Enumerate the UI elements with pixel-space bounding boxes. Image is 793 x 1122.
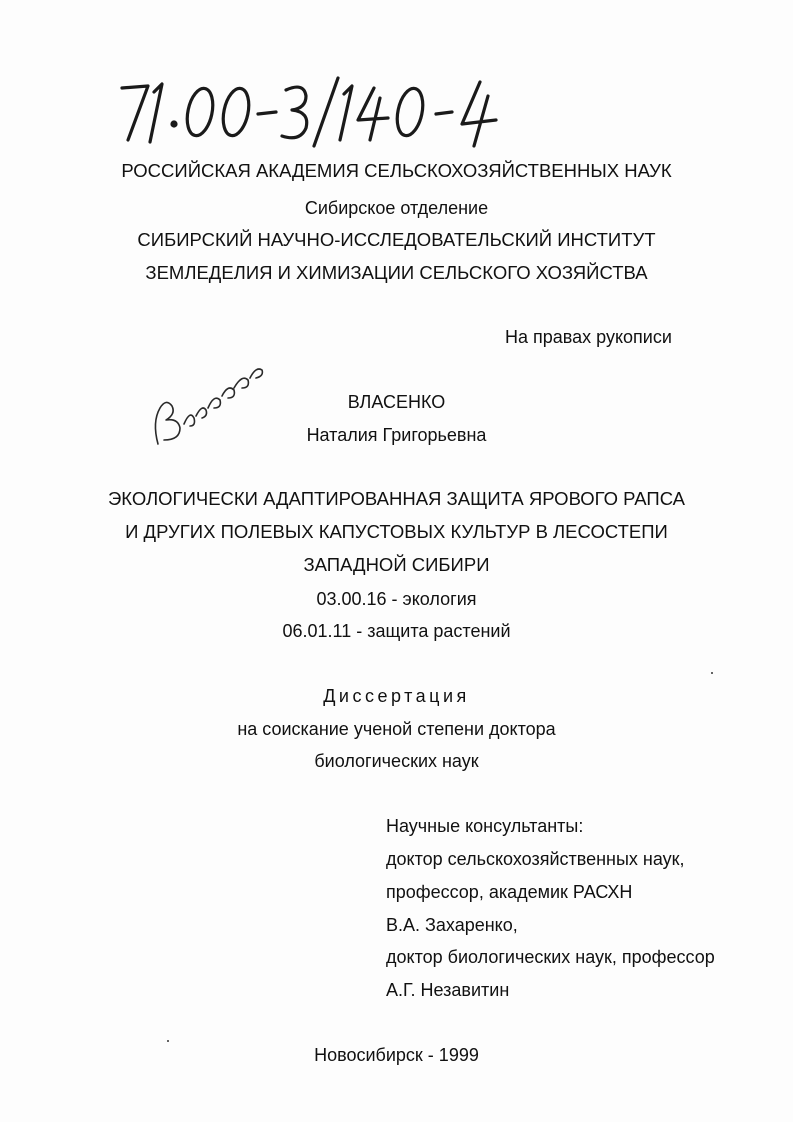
author-surname: ВЛАСЕНКО (347, 392, 446, 412)
place-and-year: Новосибирск - 1999 (314, 1045, 479, 1065)
consultant-line: доктор сельскохозяйственных наук, (386, 849, 685, 869)
dissertation-title-line3: ЗАПАДНОЙ СИБИРИ (303, 554, 490, 575)
manuscript-note: На правах рукописи (505, 327, 672, 347)
dissertation-title-line1: ЭКОЛОГИЧЕСКИ АДАПТИРОВАННАЯ ЗАЩИТА ЯРОВОГО РАПСА (107, 488, 686, 509)
consultant-line: доктор биологических наук, профессор (386, 947, 715, 967)
scan-speck (167, 1040, 169, 1042)
degree-purpose-line2: биологических наук (314, 751, 479, 771)
institute-name-line1: СИБИРСКИЙ НАУЧНО-ИССЛЕДОВАТЕЛЬСКИЙ ИНСТИТУТ (137, 229, 656, 250)
dissertation-title-line2: И ДРУГИХ ПОЛЕВЫХ КАПУСТОВЫХ КУЛЬТУР В ЛЕСОСТЕПИ (125, 521, 668, 542)
academy-name: РОССИЙСКАЯ АКАДЕМИЯ СЕЛЬСКОХОЗЯЙСТВЕННЫХ НАУК (121, 160, 672, 181)
scan-speck (711, 672, 713, 674)
handwritten-catalog-number (118, 68, 518, 148)
branch-name: Сибирское отделение (304, 198, 489, 218)
consultant-line: В.А. Захаренко, (386, 915, 518, 935)
specialty-ecology: 03.00.16 - экология (316, 589, 477, 609)
specialty-plant-protection: 06.01.11 - защита растений (282, 621, 511, 641)
consultant-line: профессор, академик РАСХН (386, 882, 633, 902)
institute-name-line2: ЗЕМЛЕДЕЛИЯ И ХИМИЗАЦИИ СЕЛЬСКОГО ХОЗЯЙСТВА (145, 262, 648, 283)
degree-purpose-line1: на соискание ученой степени доктора (237, 719, 556, 739)
consultant-line: А.Г. Незавитин (386, 980, 510, 1000)
consultants-heading: Научные консультанты: (386, 816, 584, 836)
dissertation-label: Диссертация (323, 686, 470, 706)
author-given-names: Наталия Григорьевна (306, 425, 487, 445)
